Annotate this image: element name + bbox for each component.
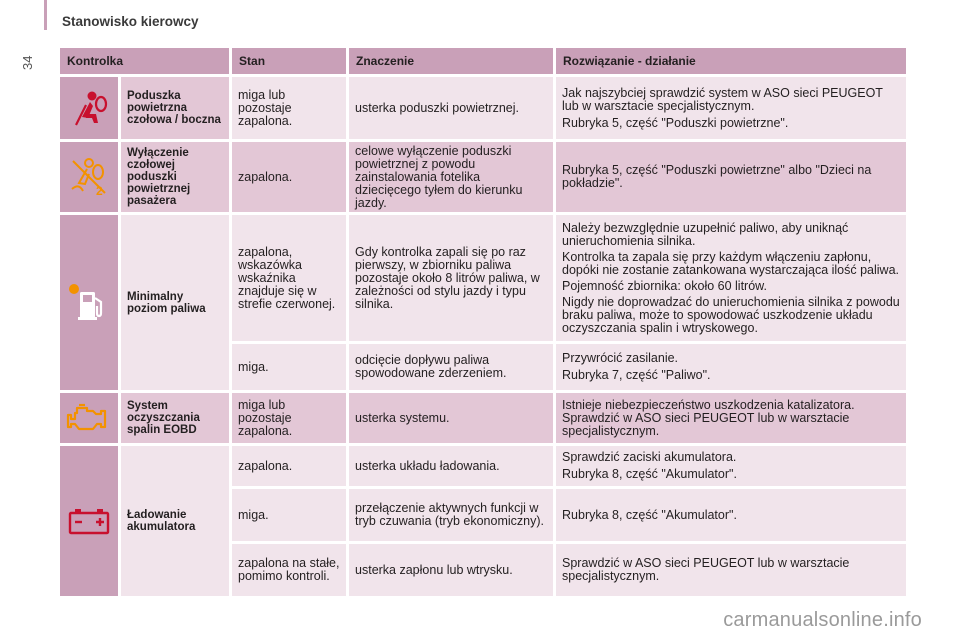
state-cell: zapalona. xyxy=(232,142,346,212)
column-header-rozwiazanie: Rozwiązanie - działanie xyxy=(556,48,906,74)
column-header-kontrolka: Kontrolka xyxy=(60,48,229,74)
indicator-name: System oczyszczania spalin EOBD xyxy=(121,393,229,443)
battery-charge-icon xyxy=(67,506,111,536)
meaning-cell: usterka poduszki powietrznej. xyxy=(349,77,553,139)
column-header-stan: Stan xyxy=(232,48,346,74)
meaning-cell: usterka systemu. xyxy=(349,393,553,443)
table-row xyxy=(60,393,906,443)
meaning-cell: Gdy kontrolka zapali się po raz pierwszy, w zbiorniku paliwa pozostaje około 8 litrów paliwa, w zależności od stylu jazdy i typu silnika. xyxy=(349,215,553,341)
meaning-cell: celowe wyłączenie poduszki powietrznej z powodu zainstalowania fotelika dziecięcego tyłem do kierunku jazdy. xyxy=(349,142,553,212)
table-row xyxy=(60,215,906,341)
watermark-text: carmanualsonline.info xyxy=(723,609,922,631)
page-number: 34 xyxy=(20,55,35,70)
airbag-cell xyxy=(60,77,118,139)
indicator-name: Wyłączenie czołowej poduszki powietrznej pasażera xyxy=(121,142,229,212)
action-text: Rubryka 7, część "Paliwo". xyxy=(562,368,711,382)
action-text: Jak najszybciej sprawdzić system w ASO sieci PEUGEOT lub w warsztacie specjalistycznym. xyxy=(562,85,883,113)
section-title: Stanowisko kierowcy xyxy=(62,14,199,29)
indicator-name: Minimalny poziom paliwa xyxy=(121,215,229,390)
table-row xyxy=(60,446,906,486)
meaning-cell: usterka układu ładowania. xyxy=(349,446,553,486)
warning-lights-table xyxy=(57,45,909,599)
battery-cell xyxy=(60,446,118,596)
action-text: Rubryka 5, część "Poduszki powietrzne". xyxy=(562,115,789,130)
meaning-cell: usterka zapłonu lub wtrysku. xyxy=(349,544,553,596)
action-text: Kontrolka ta zapala się przy każdym włączeniu zapłonu, dopóki nie zostanie zatankowana wystarczająca ilość paliwa. xyxy=(562,249,900,277)
indicator-name: Ładowanie akumulatora xyxy=(121,446,229,596)
engine-check-icon xyxy=(65,401,113,435)
action-cell xyxy=(556,215,906,341)
action-text: Sprawdzić zaciski akumulatora. xyxy=(562,450,737,464)
state-cell: miga lub pozostaje zapalona. xyxy=(232,393,346,443)
low-fuel-cell xyxy=(60,215,118,390)
action-text: Przywrócić zasilanie. xyxy=(562,351,679,365)
action-cell: Rubryka 5, część "Poduszki powietrzne" albo "Dzieci na pokładzie". xyxy=(556,142,906,212)
engine-cell xyxy=(60,393,118,443)
action-cell xyxy=(556,446,906,486)
action-cell xyxy=(556,344,906,390)
action-text: Nigdy nie doprowadzać do unieruchomienia silnika z powodu braku paliwa, może to spowodować uszkodzenie układu oczyszczania spalin i wtryskowego. xyxy=(562,294,900,335)
state-cell: zapalona na stałe, pomimo kontroli. xyxy=(232,544,346,596)
indicator-name: Poduszka powietrzna czołowa / boczna xyxy=(121,77,229,139)
state-cell: miga. xyxy=(232,489,346,541)
state-cell: miga. xyxy=(232,344,346,390)
state-cell: zapalona. xyxy=(232,446,346,486)
table-row xyxy=(60,142,906,212)
table-row xyxy=(60,77,906,139)
action-text: Pojemność zbiornika: około 60 litrów. xyxy=(562,278,767,293)
column-header-znaczenie: Znaczenie xyxy=(349,48,553,74)
action-text: Rubryka 8, część "Akumulator". xyxy=(562,467,737,481)
action-cell: Sprawdzić w ASO sieci PEUGEOT lub w warsztacie specjalistycznym. xyxy=(556,544,906,596)
section-marker xyxy=(44,0,47,30)
action-cell: Istnieje niebezpieczeństwo uszkodzenia katalizatora. Sprawdzić w ASO sieci PEUGEOT lub w warsztacie specjalistycznym. xyxy=(556,393,906,443)
state-cell: miga lub pozostaje zapalona. xyxy=(232,77,346,139)
meaning-cell: przełączenie aktywnych funkcji w tryb czuwania (tryb ekonomiczny). xyxy=(349,489,553,541)
table-header-row xyxy=(60,48,906,74)
svg-text:2: 2 xyxy=(96,184,103,198)
action-cell: Rubryka 8, część "Akumulator". xyxy=(556,489,906,541)
airbag-warning-icon xyxy=(68,87,110,129)
low-fuel-icon xyxy=(66,280,112,326)
meaning-cell: odcięcie dopływu paliwa spowodowane zderzeniem. xyxy=(349,344,553,390)
state-cell: zapalona, wskazówka wskaźnika znajduje się w strefie czerwonej. xyxy=(232,215,346,341)
passenger-airbag-off-icon xyxy=(67,155,111,199)
airbag-off-cell xyxy=(60,142,118,212)
action-cell xyxy=(556,77,906,139)
action-text: Należy bezwzględnie uzupełnić paliwo, aby uniknąć unieruchomienia silnika. xyxy=(562,220,849,248)
